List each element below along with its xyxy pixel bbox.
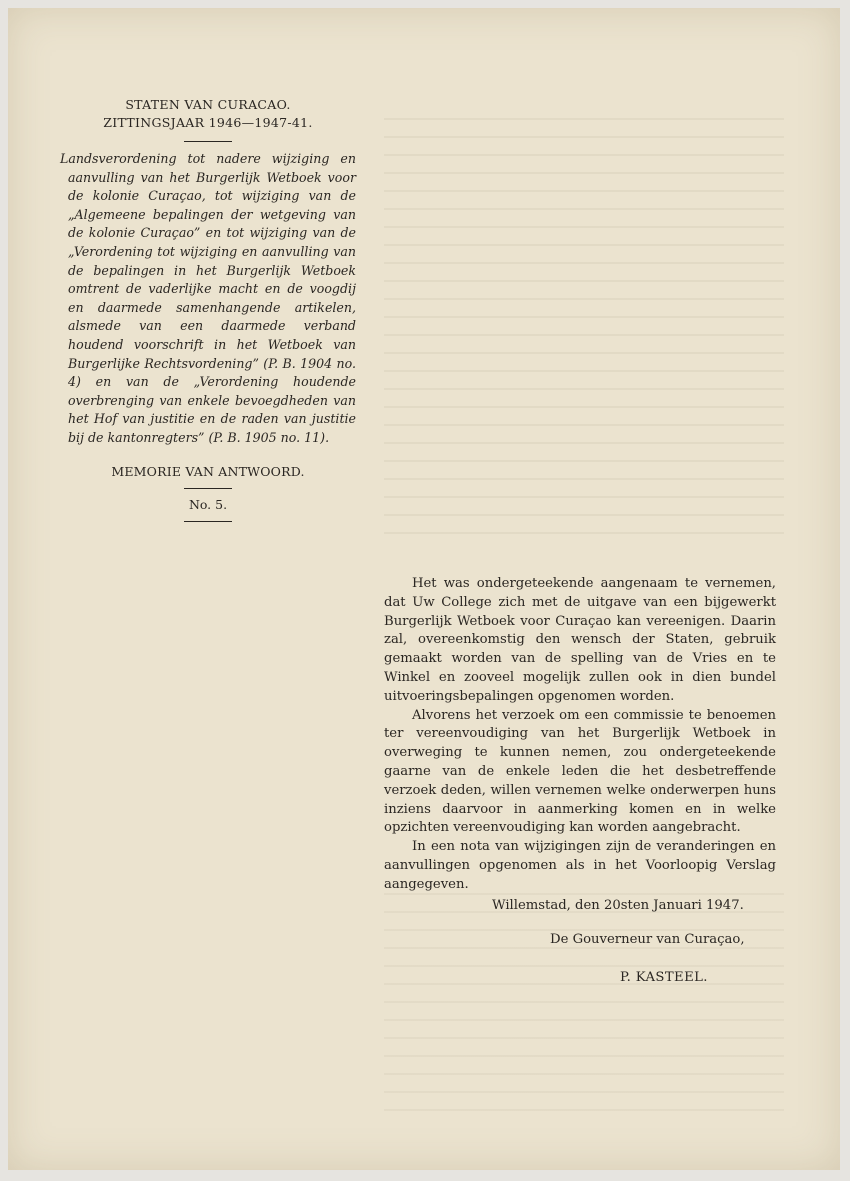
place-date: Willemstad, den 20sten Januari 1947.	[492, 898, 744, 913]
document-number: No. 5.	[188, 496, 228, 512]
divider	[184, 488, 232, 489]
paragraph: In een nota van wijzigingen zijn de veranderingen en aanvullingen opgenomen als in het Voorloopig Verslag aangegeven.	[384, 839, 776, 892]
divider	[184, 521, 232, 522]
header-line-1: STATEN VAN CURACAO.	[125, 97, 291, 112]
ordinance-title: Landsverordening tot nadere wijziging en aanvulling van het Burgerlijk Wetboek voor de kolonie Curaçao, tot wijziging van de „Algemeene bepalingen der wetgeving van de kolonie Curaçao” en tot wijziging van de „Verordening tot wijziging en aanvulling van de bepalingen in het Burgerlijk Wetboek omtrent de vaderlijke macht en de voogdij en daarmede samenhangende artikelen, alsmede van een daarmede verband houdend voorschrift in het Wetboek van Burgerlijke Rechtsvordening” (P. B. 1904 no. 4) en van de „Verordening houdende overbrenging van enkele bevoegdheden van het Hof van justitie en de raden van justitie bij de kantonregters” (P. B. 1905 no. 11).	[60, 151, 356, 445]
memorie-heading: MEMORIE VAN ANTWOORD.	[111, 463, 305, 479]
signatory-role: De Gouverneur van Curaçao,	[550, 932, 745, 947]
document-page	[8, 8, 840, 1170]
divider	[184, 141, 232, 142]
signature-name: P. KASTEEL.	[620, 970, 708, 985]
bleed-through-text-lower	[384, 893, 784, 1123]
left-column	[60, 96, 356, 530]
paragraph: Alvorens het verzoek om een commissie te benoemen ter vereenvoudiging van het Burgerlijk Wetboek in overweging te kunnen nemen, zou ondergeteekende gaarne van de enkele leden die het desbetreffende verzoek deden, willen vernemen welke onderwerpen huns inziens daarvoor in aanmerking komen en in welke opzichten vereenvoudiging kan worden aangebracht.	[384, 707, 776, 836]
bleed-through-text	[384, 118, 784, 538]
header-line-2: ZITTINGSJAAR 1946—1947-41.	[103, 115, 313, 130]
body-text	[384, 575, 776, 895]
paragraph: Het was ondergeteekende aangenaam te vernemen, dat Uw College zich met de uitgave van een bijgewerkt Burgerlijk Wetboek voor Curaçao kan vereenigen. Daarin zal, overeenkomstig den wensch der Staten, gebruik gemaakt worden van de spelling van de Vries en te Winkel en zooveel mogelijk zullen ook in dien bundel uitvoeringsbepalingen opgenomen worden.	[384, 576, 776, 704]
